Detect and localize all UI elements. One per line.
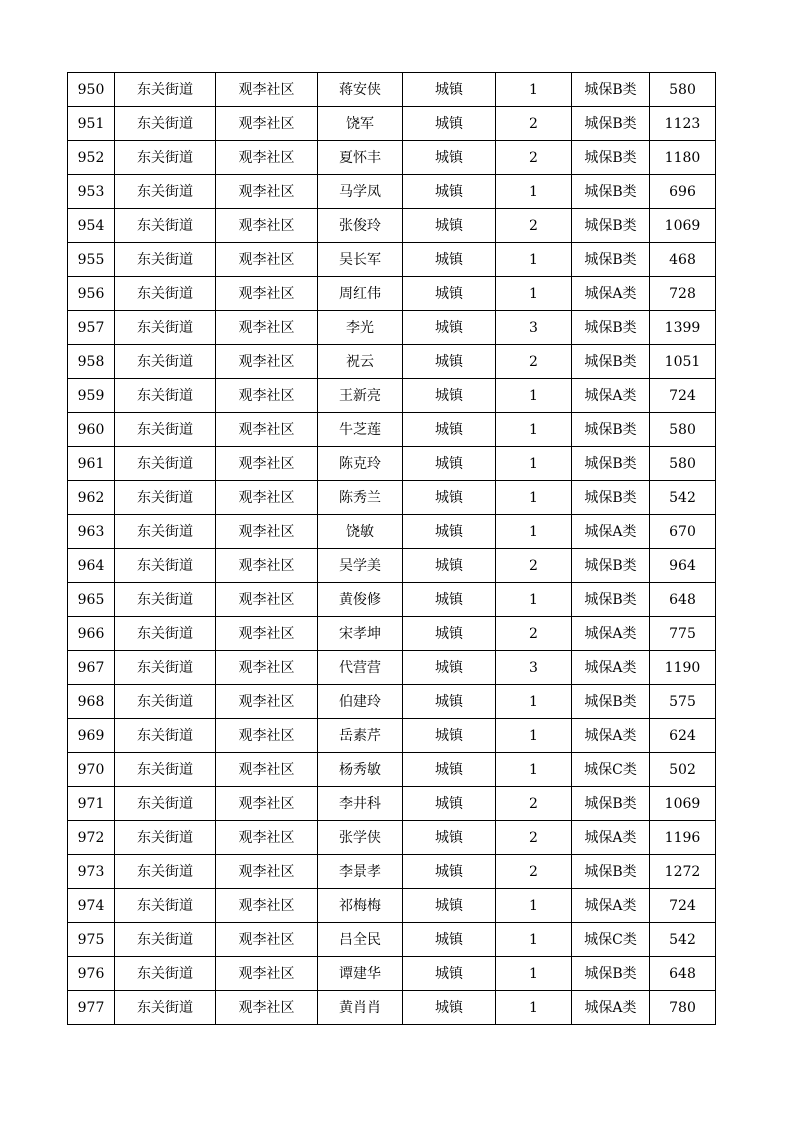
table-row: [68, 549, 716, 583]
area-type-cell: 城镇: [403, 311, 496, 345]
household-count-cell: 1: [496, 447, 572, 481]
name-cell: 周红伟: [318, 277, 403, 311]
row-number-cell: 975: [68, 923, 115, 957]
street-cell: 东关街道: [115, 243, 216, 277]
amount-cell: 1190: [650, 651, 716, 685]
security-category-cell: 城保B类: [572, 685, 650, 719]
community-cell: 观李社区: [216, 515, 318, 549]
street-cell: 东关街道: [115, 73, 216, 107]
street-cell: 东关街道: [115, 753, 216, 787]
row-number-cell: 976: [68, 957, 115, 991]
row-number-cell: 972: [68, 821, 115, 855]
amount-cell: 670: [650, 515, 716, 549]
security-category-cell: 城保B类: [572, 141, 650, 175]
table-row: [68, 209, 716, 243]
table-row: [68, 991, 716, 1025]
amount-cell: 964: [650, 549, 716, 583]
security-category-cell: 城保A类: [572, 719, 650, 753]
household-count-cell: 1: [496, 889, 572, 923]
table-row: [68, 413, 716, 447]
area-type-cell: 城镇: [403, 855, 496, 889]
security-category-cell: 城保B类: [572, 311, 650, 345]
street-cell: 东关街道: [115, 447, 216, 481]
household-count-cell: 1: [496, 685, 572, 719]
row-number-cell: 966: [68, 617, 115, 651]
table-row: [68, 73, 716, 107]
table-row: [68, 277, 716, 311]
name-cell: 宋孝坤: [318, 617, 403, 651]
amount-cell: 624: [650, 719, 716, 753]
household-count-cell: 2: [496, 617, 572, 651]
community-cell: 观李社区: [216, 549, 318, 583]
community-cell: 观李社区: [216, 617, 318, 651]
household-count-cell: 2: [496, 209, 572, 243]
amount-cell: 648: [650, 583, 716, 617]
community-cell: 观李社区: [216, 73, 318, 107]
amount-cell: 724: [650, 379, 716, 413]
name-cell: 蒋安侠: [318, 73, 403, 107]
security-category-cell: 城保A类: [572, 991, 650, 1025]
household-count-cell: 2: [496, 345, 572, 379]
row-number-cell: 977: [68, 991, 115, 1025]
name-cell: 李光: [318, 311, 403, 345]
community-cell: 观李社区: [216, 345, 318, 379]
amount-cell: 1051: [650, 345, 716, 379]
amount-cell: 580: [650, 73, 716, 107]
table-row: [68, 889, 716, 923]
household-count-cell: 1: [496, 515, 572, 549]
name-cell: 岳素芹: [318, 719, 403, 753]
security-category-cell: 城保A类: [572, 821, 650, 855]
street-cell: 东关街道: [115, 889, 216, 923]
area-type-cell: 城镇: [403, 889, 496, 923]
street-cell: 东关街道: [115, 651, 216, 685]
amount-cell: 542: [650, 923, 716, 957]
household-count-cell: 3: [496, 311, 572, 345]
name-cell: 黄俊修: [318, 583, 403, 617]
table-row: [68, 957, 716, 991]
table-row: [68, 311, 716, 345]
security-category-cell: 城保B类: [572, 345, 650, 379]
household-count-cell: 1: [496, 923, 572, 957]
street-cell: 东关街道: [115, 549, 216, 583]
amount-cell: 780: [650, 991, 716, 1025]
area-type-cell: 城镇: [403, 753, 496, 787]
street-cell: 东关街道: [115, 957, 216, 991]
amount-cell: 724: [650, 889, 716, 923]
row-number-cell: 964: [68, 549, 115, 583]
table-row: [68, 379, 716, 413]
household-count-cell: 1: [496, 991, 572, 1025]
table-row: [68, 583, 716, 617]
table-row: [68, 481, 716, 515]
security-category-cell: 城保B类: [572, 583, 650, 617]
row-number-cell: 954: [68, 209, 115, 243]
row-number-cell: 955: [68, 243, 115, 277]
area-type-cell: 城镇: [403, 379, 496, 413]
table-row: [68, 821, 716, 855]
area-type-cell: 城镇: [403, 107, 496, 141]
row-number-cell: 961: [68, 447, 115, 481]
row-number-cell: 959: [68, 379, 115, 413]
street-cell: 东关街道: [115, 617, 216, 651]
community-cell: 观李社区: [216, 481, 318, 515]
community-cell: 观李社区: [216, 413, 318, 447]
name-cell: 张学侠: [318, 821, 403, 855]
area-type-cell: 城镇: [403, 651, 496, 685]
amount-cell: 648: [650, 957, 716, 991]
security-category-cell: 城保B类: [572, 175, 650, 209]
area-type-cell: 城镇: [403, 617, 496, 651]
amount-cell: 1069: [650, 209, 716, 243]
community-cell: 观李社区: [216, 957, 318, 991]
row-number-cell: 958: [68, 345, 115, 379]
row-number-cell: 962: [68, 481, 115, 515]
amount-cell: 1180: [650, 141, 716, 175]
row-number-cell: 967: [68, 651, 115, 685]
area-type-cell: 城镇: [403, 923, 496, 957]
row-number-cell: 971: [68, 787, 115, 821]
table-row: [68, 345, 716, 379]
street-cell: 东关街道: [115, 379, 216, 413]
community-cell: 观李社区: [216, 209, 318, 243]
row-number-cell: 960: [68, 413, 115, 447]
household-count-cell: 2: [496, 821, 572, 855]
name-cell: 张俊玲: [318, 209, 403, 243]
household-count-cell: 1: [496, 481, 572, 515]
street-cell: 东关街道: [115, 277, 216, 311]
table-row: [68, 719, 716, 753]
table-row: [68, 685, 716, 719]
amount-cell: 1069: [650, 787, 716, 821]
community-cell: 观李社区: [216, 651, 318, 685]
community-cell: 观李社区: [216, 685, 318, 719]
security-category-cell: 城保B类: [572, 957, 650, 991]
household-count-cell: 1: [496, 413, 572, 447]
community-cell: 观李社区: [216, 175, 318, 209]
community-cell: 观李社区: [216, 243, 318, 277]
household-count-cell: 3: [496, 651, 572, 685]
security-category-cell: 城保B类: [572, 73, 650, 107]
amount-cell: 575: [650, 685, 716, 719]
security-category-cell: 城保C类: [572, 753, 650, 787]
security-category-cell: 城保A类: [572, 617, 650, 651]
community-cell: 观李社区: [216, 719, 318, 753]
community-cell: 观李社区: [216, 447, 318, 481]
community-cell: 观李社区: [216, 107, 318, 141]
security-category-cell: 城保B类: [572, 481, 650, 515]
table-row: [68, 243, 716, 277]
area-type-cell: 城镇: [403, 481, 496, 515]
security-category-cell: 城保A类: [572, 889, 650, 923]
street-cell: 东关街道: [115, 821, 216, 855]
security-category-cell: 城保A类: [572, 515, 650, 549]
row-number-cell: 965: [68, 583, 115, 617]
street-cell: 东关街道: [115, 515, 216, 549]
area-type-cell: 城镇: [403, 719, 496, 753]
name-cell: 代营营: [318, 651, 403, 685]
name-cell: 祁梅梅: [318, 889, 403, 923]
amount-cell: 728: [650, 277, 716, 311]
community-cell: 观李社区: [216, 379, 318, 413]
row-number-cell: 950: [68, 73, 115, 107]
row-number-cell: 953: [68, 175, 115, 209]
community-cell: 观李社区: [216, 753, 318, 787]
community-cell: 观李社区: [216, 141, 318, 175]
name-cell: 吕全民: [318, 923, 403, 957]
area-type-cell: 城镇: [403, 957, 496, 991]
street-cell: 东关街道: [115, 583, 216, 617]
security-category-cell: 城保A类: [572, 379, 650, 413]
table-row: [68, 787, 716, 821]
street-cell: 东关街道: [115, 141, 216, 175]
name-cell: 杨秀敏: [318, 753, 403, 787]
street-cell: 东关街道: [115, 311, 216, 345]
street-cell: 东关街道: [115, 719, 216, 753]
community-cell: 观李社区: [216, 583, 318, 617]
security-category-cell: 城保A类: [572, 651, 650, 685]
area-type-cell: 城镇: [403, 991, 496, 1025]
household-count-cell: 1: [496, 277, 572, 311]
name-cell: 吴学美: [318, 549, 403, 583]
table-row: [68, 753, 716, 787]
community-cell: 观李社区: [216, 787, 318, 821]
amount-cell: 1123: [650, 107, 716, 141]
area-type-cell: 城镇: [403, 447, 496, 481]
area-type-cell: 城镇: [403, 549, 496, 583]
security-category-cell: 城保B类: [572, 855, 650, 889]
household-count-cell: 2: [496, 855, 572, 889]
row-number-cell: 956: [68, 277, 115, 311]
community-cell: 观李社区: [216, 277, 318, 311]
household-count-cell: 2: [496, 787, 572, 821]
household-count-cell: 2: [496, 549, 572, 583]
area-type-cell: 城镇: [403, 413, 496, 447]
street-cell: 东关街道: [115, 175, 216, 209]
table-row: [68, 617, 716, 651]
amount-cell: 542: [650, 481, 716, 515]
row-number-cell: 974: [68, 889, 115, 923]
name-cell: 祝云: [318, 345, 403, 379]
security-category-cell: 城保B类: [572, 243, 650, 277]
area-type-cell: 城镇: [403, 345, 496, 379]
area-type-cell: 城镇: [403, 277, 496, 311]
row-number-cell: 970: [68, 753, 115, 787]
amount-cell: 468: [650, 243, 716, 277]
household-count-cell: 2: [496, 107, 572, 141]
security-category-cell: 城保B类: [572, 549, 650, 583]
area-type-cell: 城镇: [403, 73, 496, 107]
amount-cell: 1272: [650, 855, 716, 889]
community-cell: 观李社区: [216, 821, 318, 855]
street-cell: 东关街道: [115, 685, 216, 719]
security-category-cell: 城保B类: [572, 413, 650, 447]
name-cell: 饶敏: [318, 515, 403, 549]
household-count-cell: 2: [496, 141, 572, 175]
security-category-cell: 城保A类: [572, 277, 650, 311]
street-cell: 东关街道: [115, 345, 216, 379]
row-number-cell: 973: [68, 855, 115, 889]
household-count-cell: 1: [496, 957, 572, 991]
table-row: [68, 447, 716, 481]
household-count-cell: 1: [496, 753, 572, 787]
community-cell: 观李社区: [216, 991, 318, 1025]
community-cell: 观李社区: [216, 889, 318, 923]
amount-cell: 1399: [650, 311, 716, 345]
household-count-cell: 1: [496, 719, 572, 753]
area-type-cell: 城镇: [403, 583, 496, 617]
area-type-cell: 城镇: [403, 821, 496, 855]
row-number-cell: 957: [68, 311, 115, 345]
table-body: [68, 73, 716, 1025]
street-cell: 东关街道: [115, 107, 216, 141]
beneficiary-table: [67, 72, 716, 1025]
name-cell: 谭建华: [318, 957, 403, 991]
row-number-cell: 963: [68, 515, 115, 549]
amount-cell: 502: [650, 753, 716, 787]
name-cell: 陈秀兰: [318, 481, 403, 515]
community-cell: 观李社区: [216, 855, 318, 889]
security-category-cell: 城保B类: [572, 447, 650, 481]
amount-cell: 696: [650, 175, 716, 209]
security-category-cell: 城保B类: [572, 107, 650, 141]
row-number-cell: 951: [68, 107, 115, 141]
community-cell: 观李社区: [216, 311, 318, 345]
area-type-cell: 城镇: [403, 209, 496, 243]
street-cell: 东关街道: [115, 923, 216, 957]
row-number-cell: 969: [68, 719, 115, 753]
amount-cell: 580: [650, 413, 716, 447]
street-cell: 东关街道: [115, 787, 216, 821]
name-cell: 饶军: [318, 107, 403, 141]
table-row: [68, 107, 716, 141]
name-cell: 马学凤: [318, 175, 403, 209]
area-type-cell: 城镇: [403, 515, 496, 549]
table-row: [68, 515, 716, 549]
name-cell: 李景孝: [318, 855, 403, 889]
street-cell: 东关街道: [115, 855, 216, 889]
area-type-cell: 城镇: [403, 243, 496, 277]
household-count-cell: 1: [496, 379, 572, 413]
area-type-cell: 城镇: [403, 685, 496, 719]
name-cell: 陈克玲: [318, 447, 403, 481]
community-cell: 观李社区: [216, 923, 318, 957]
table-row: [68, 175, 716, 209]
household-count-cell: 1: [496, 73, 572, 107]
name-cell: 牛芝莲: [318, 413, 403, 447]
street-cell: 东关街道: [115, 413, 216, 447]
street-cell: 东关街道: [115, 481, 216, 515]
table-row: [68, 923, 716, 957]
amount-cell: 580: [650, 447, 716, 481]
area-type-cell: 城镇: [403, 141, 496, 175]
name-cell: 夏怀丰: [318, 141, 403, 175]
area-type-cell: 城镇: [403, 175, 496, 209]
area-type-cell: 城镇: [403, 787, 496, 821]
security-category-cell: 城保B类: [572, 209, 650, 243]
amount-cell: 1196: [650, 821, 716, 855]
table-row: [68, 855, 716, 889]
name-cell: 李井科: [318, 787, 403, 821]
security-category-cell: 城保B类: [572, 787, 650, 821]
household-count-cell: 1: [496, 243, 572, 277]
household-count-cell: 1: [496, 583, 572, 617]
name-cell: 黄肖肖: [318, 991, 403, 1025]
street-cell: 东关街道: [115, 991, 216, 1025]
name-cell: 王新亮: [318, 379, 403, 413]
household-count-cell: 1: [496, 175, 572, 209]
security-category-cell: 城保C类: [572, 923, 650, 957]
row-number-cell: 952: [68, 141, 115, 175]
name-cell: 吴长军: [318, 243, 403, 277]
street-cell: 东关街道: [115, 209, 216, 243]
table-row: [68, 141, 716, 175]
row-number-cell: 968: [68, 685, 115, 719]
amount-cell: 775: [650, 617, 716, 651]
table-row: [68, 651, 716, 685]
name-cell: 伯建玲: [318, 685, 403, 719]
